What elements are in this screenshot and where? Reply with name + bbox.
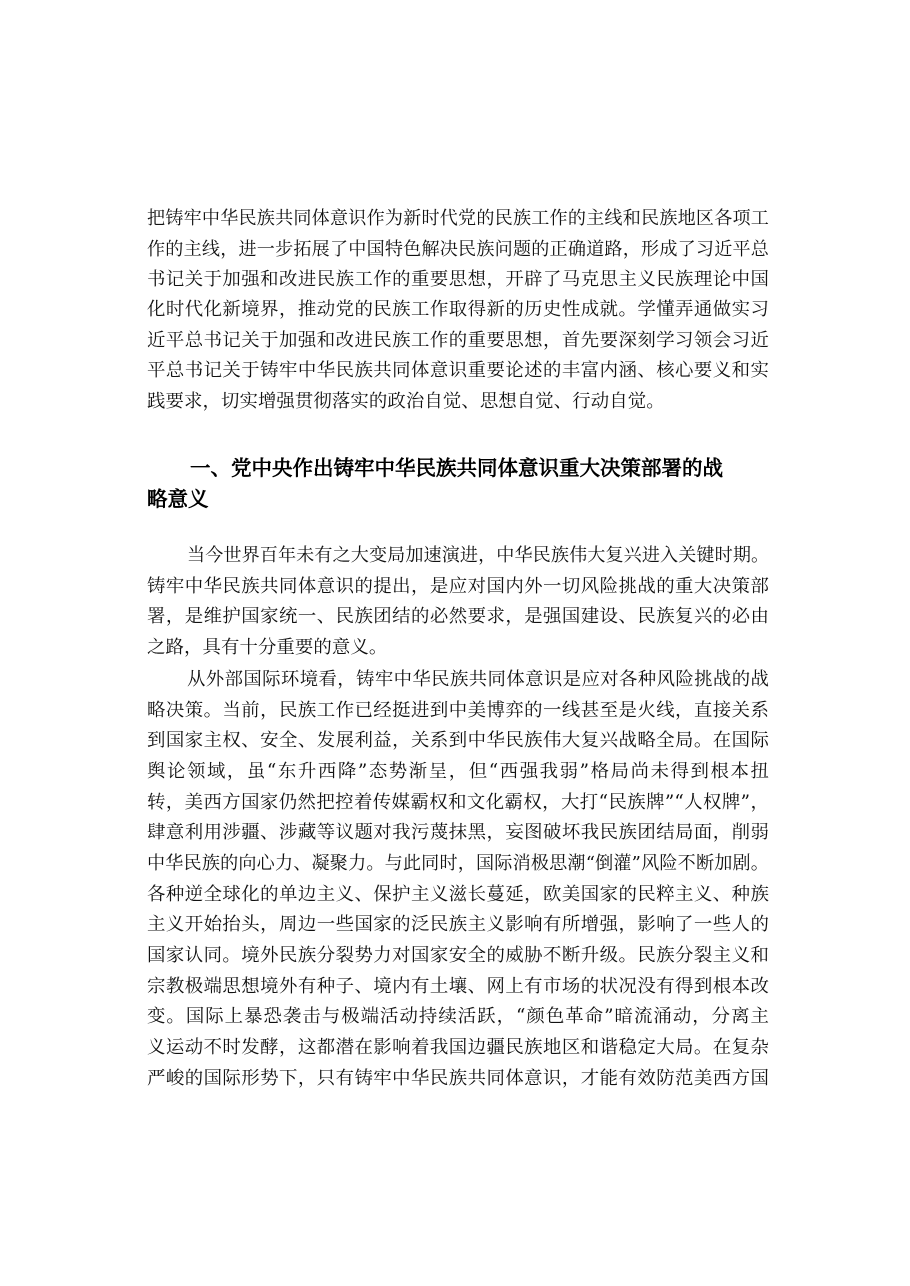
text-line: 转，美西方国家仍然把控着传媒霸权和文化霸权，大打“民族牌”“人权牌”， xyxy=(147,792,769,813)
heading-line: 一、党中央作出铸牢中华民族共同体意识重大决策部署的战 xyxy=(190,456,723,480)
text-line: 把铸牢中华民族共同体意识作为新时代党的民族工作的主线和民族地区各项工 xyxy=(147,208,769,229)
heading-line: 略意义 xyxy=(147,487,209,511)
text-line: 严峻的国际形势下，只有铸牢中华民族共同体意识，才能有效防范美西方国 xyxy=(147,1068,769,1089)
text-line: 平总书记关于铸牢中华民族共同体意识重要论述的丰富内涵、核心要义和实 xyxy=(147,360,769,381)
text-line: 肆意利用涉疆、涉藏等议题对我污蔑抹黑，妄图破坏我民族团结局面，削弱 xyxy=(147,822,769,843)
text-line: 当今世界百年未有之大变局加速演进，中华民族伟大复兴进入关键时期。 xyxy=(187,545,770,566)
text-line: 书记关于加强和改进民族工作的重要思想，开辟了马克思主义民族理论中国 xyxy=(147,269,769,290)
text-line: 化时代化新境界，推动党的民族工作取得新的历史性成就。学懂弄通做实习 xyxy=(147,299,769,320)
text-line: 从外部国际环境看，铸牢中华民族共同体意识是应对各种风险挑战的战 xyxy=(187,669,769,690)
text-line: 宗教极端思想境外有种子、境内有土壤、网上有市场的状况没有得到根本改 xyxy=(147,976,769,997)
text-line: 近平总书记关于加强和改进民族工作的重要思想，首先要深刻学习领会习近 xyxy=(147,330,769,351)
text-line: 中华民族的向心力、凝聚力。与此同时，国际消极思潮“倒灌”风险不断加剧。 xyxy=(147,853,769,874)
text-line: 铸牢中华民族共同体意识的提出，是应对国内外一切风险挑战的重大决策部 xyxy=(147,576,769,597)
text-line: 主义开始抬头，周边一些国家的泛民族主义影响有所增强，影响了一些人的 xyxy=(147,914,769,935)
text-line: 略决策。当前，民族工作已经挺进到中美博弈的一线甚至是火线，直接关系 xyxy=(147,700,769,721)
text-line: 变。国际上暴恐袭击与极端活动持续活跃，“颜色革命”暗流涌动，分离主 xyxy=(147,1006,769,1027)
text-line: 署，是维护国家统一、民族团结的必然要求，是强国建设、民族复兴的必由 xyxy=(147,606,769,627)
text-line: 义运动不时发酵，这都潜在影响着我国边疆民族地区和谐稳定大局。在复杂 xyxy=(147,1037,769,1058)
text-line: 之路，具有十分重要的意义。 xyxy=(147,637,388,658)
text-line: 到国家主权、安全、发展利益，关系到中华民族伟大复兴战略全局。在国际 xyxy=(147,730,769,751)
text-line: 作的主线，进一步拓展了中国特色解决民族问题的正确道路，形成了习近平总 xyxy=(147,239,769,260)
text-line: 国家认同。境外民族分裂势力对国家安全的威胁不断升级。民族分裂主义和 xyxy=(147,945,769,966)
text-line: 舆论领域，虽“东升西降”态势渐呈，但“西强我弱”格局尚未得到根本扭 xyxy=(147,761,769,782)
text-line: 各种逆全球化的单边主义、保护主义滋长蔓延，欧美国家的民粹主义、种族 xyxy=(147,884,769,905)
text-line: 践要求，切实增强贯彻落实的政治自觉、思想自觉、行动自觉。 xyxy=(147,391,665,412)
